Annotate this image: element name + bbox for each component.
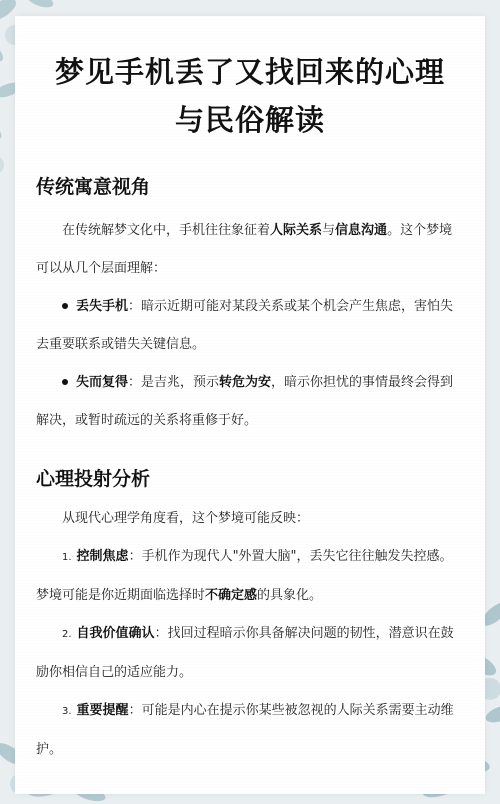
section1-intro: 在传统解梦文化中，手机往往象征着人际关系与信息沟通。这个梦境可以从几个层面理解：: [36, 223, 453, 276]
bullet-dot-icon: [62, 303, 68, 309]
numbered-item: 1. 控制焦虑：手机作为现代人"外置大脑"，丢失它往往触发失控感。梦境可能是你近期面临选择时不确定感的具象化。: [36, 549, 453, 603]
section-heading-psychology: 心理投射分析: [36, 468, 151, 490]
page-title: [35, 48, 465, 144]
title-line-2: 与民俗解读: [174, 103, 325, 137]
title-line-1: 梦见手机丢了又找回来的心理: [54, 55, 445, 89]
bullet-dot-icon: [62, 379, 68, 385]
numbered-item: 3. 重要提醒：可能是内心在提示你某些被忽视的人际关系需要主动维护。: [36, 703, 454, 757]
section-heading-traditional: 传统寓意视角: [36, 176, 151, 198]
section2-intro: 从现代心理学角度看，这个梦境可能反映：: [62, 511, 310, 526]
bullet-item: 失而复得：是吉兆，预示转危为安，暗示你担忧的事情最终会得到解决，或暂时疏远的关系将重修于好。: [36, 375, 454, 428]
article-card: [15, 16, 485, 794]
numbered-item: 2. 自我价值确认：找回过程暗示你具备解决问题的韧性，潜意识在鼓励你相信自己的适应能力。: [36, 626, 454, 680]
bullet-item: 丢失手机：暗示近期可能对某段关系或某个机会产生焦虑，害怕失去重要联系或错失关键信息。: [36, 299, 454, 352]
